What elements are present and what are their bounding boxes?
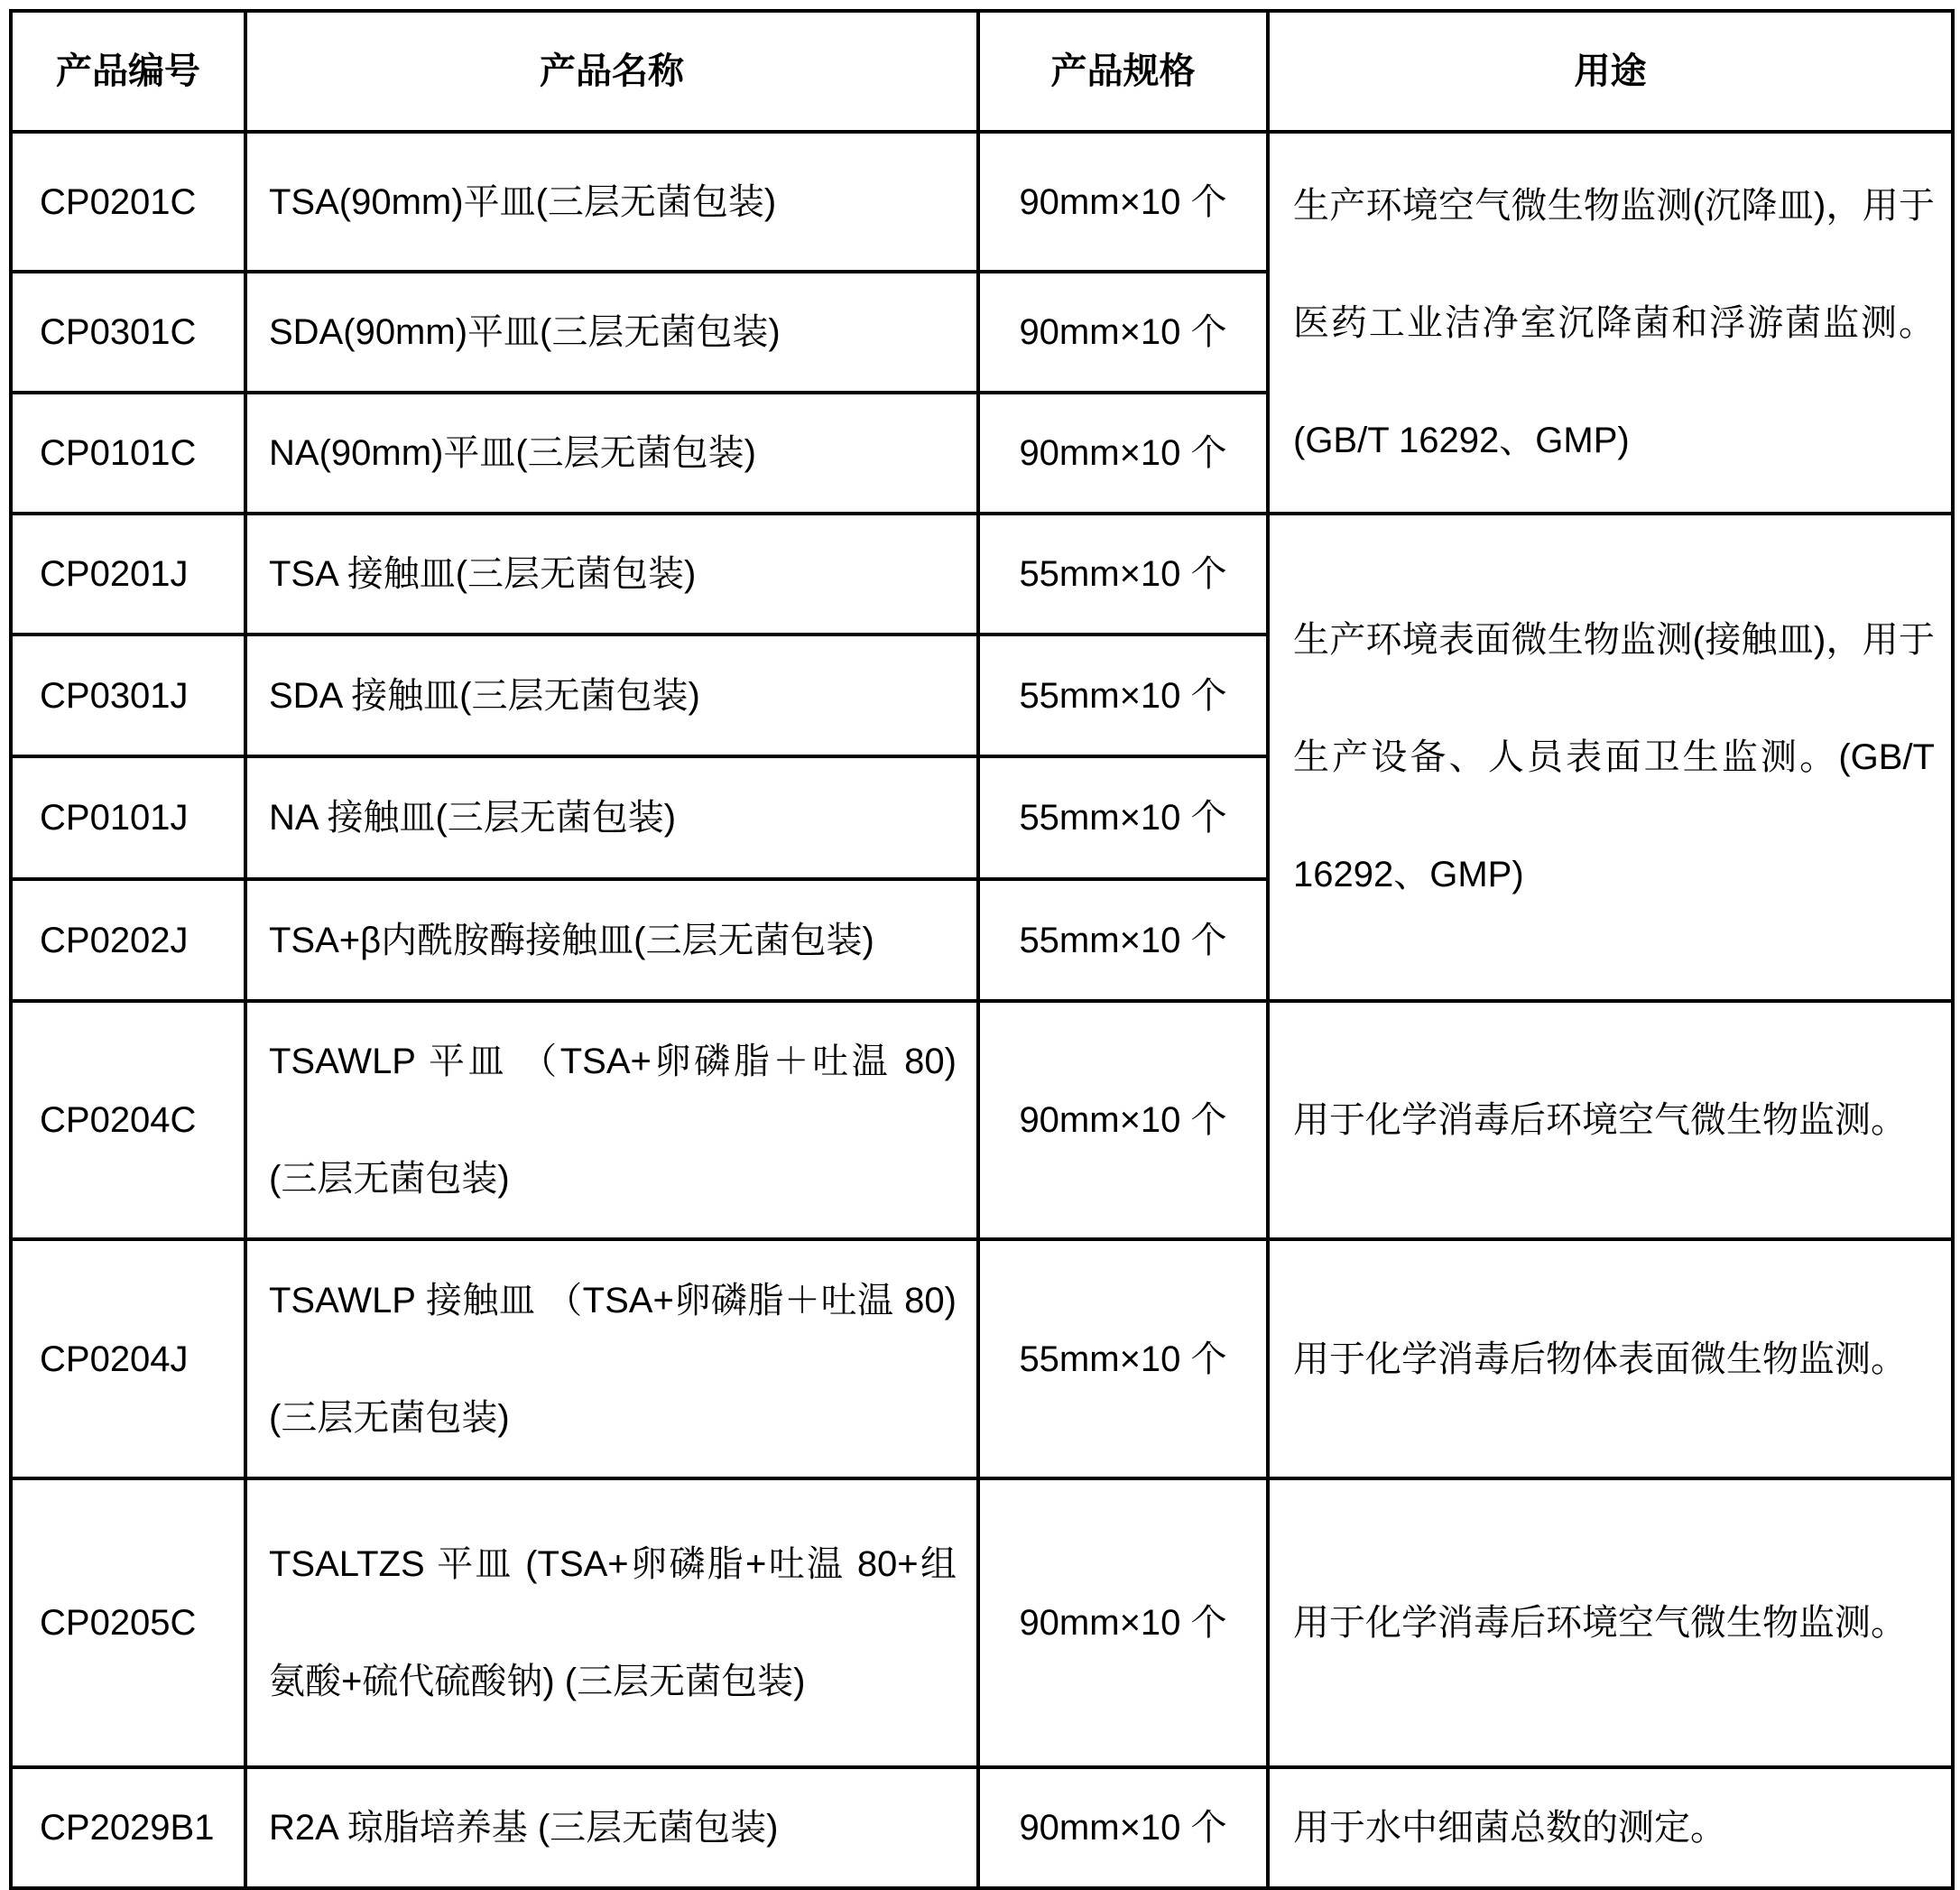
header-product-name: 产品名称	[245, 11, 978, 132]
product-spec-cell: 55mm×10 个	[978, 1239, 1268, 1478]
product-spec-cell: 55mm×10 个	[978, 879, 1268, 1001]
product-spec-cell: 55mm×10 个	[978, 756, 1268, 879]
header-usage: 用途	[1268, 11, 1953, 132]
product-name-cell: TSALTZS 平皿 (TSA+卵磷脂+吐温 80+组氨酸+硫代硫酸钠) (三层无菌包装)	[245, 1478, 978, 1767]
table-row	[11, 1478, 1953, 1767]
product-name-cell: TSAWLP 接触皿 （TSA+卵磷脂＋吐温 80) (三层无菌包装)	[245, 1239, 978, 1478]
header-row	[11, 11, 1953, 132]
product-spec-cell: 90mm×10 个	[978, 272, 1268, 393]
product-code-cell: CP2029B1	[11, 1767, 245, 1888]
product-code-cell: CP0101C	[11, 393, 245, 514]
product-code-cell: CP0204C	[11, 1001, 245, 1239]
table-row	[11, 1001, 1953, 1239]
usage-group-cell: 生产环境表面微生物监测(接触皿)，用于生产设备、人员表面卫生监测。(GB/T 16292、GMP)	[1268, 514, 1953, 1001]
table-row	[11, 1239, 1953, 1478]
product-spec-cell: 90mm×10 个	[978, 1767, 1268, 1888]
product-code-cell: CP0301C	[11, 272, 245, 393]
product-spec-cell: 90mm×10 个	[978, 393, 1268, 514]
usage-cell: 用于化学消毒后环境空气微生物监测。	[1268, 1001, 1953, 1239]
product-name-cell: TSA 接触皿(三层无菌包装)	[245, 514, 978, 635]
product-name-cell: TSA+β内酰胺酶接触皿(三层无菌包装)	[245, 879, 978, 1001]
header-product-code: 产品编号	[11, 11, 245, 132]
product-name-cell: SDA 接触皿(三层无菌包装)	[245, 635, 978, 756]
product-spec-cell: 55mm×10 个	[978, 635, 1268, 756]
product-code-cell: CP0202J	[11, 879, 245, 1001]
product-name-cell: NA(90mm)平皿(三层无菌包装)	[245, 393, 978, 514]
product-catalog-table	[9, 9, 1955, 1890]
product-spec-cell: 55mm×10 个	[978, 514, 1268, 635]
table-row	[11, 132, 1953, 272]
product-spec-cell: 90mm×10 个	[978, 1001, 1268, 1239]
product-code-cell: CP0205C	[11, 1478, 245, 1767]
product-name-cell: R2A 琼脂培养基 (三层无菌包装)	[245, 1767, 978, 1888]
product-name-cell: NA 接触皿(三层无菌包装)	[245, 756, 978, 879]
product-name-cell: TSAWLP 平皿 （TSA+卵磷脂＋吐温 80)(三层无菌包装)	[245, 1001, 978, 1239]
table-row	[11, 514, 1953, 635]
product-code-cell: CP0101J	[11, 756, 245, 879]
product-code-cell: CP0204J	[11, 1239, 245, 1478]
product-name-cell: TSA(90mm)平皿(三层无菌包装)	[245, 132, 978, 272]
product-spec-cell: 90mm×10 个	[978, 132, 1268, 272]
product-code-cell: CP0301J	[11, 635, 245, 756]
product-code-cell: CP0201J	[11, 514, 245, 635]
usage-cell: 用于化学消毒后环境空气微生物监测。	[1268, 1478, 1953, 1767]
product-name-cell: SDA(90mm)平皿(三层无菌包装)	[245, 272, 978, 393]
product-code-cell: CP0201C	[11, 132, 245, 272]
product-spec-cell: 90mm×10 个	[978, 1478, 1268, 1767]
header-product-spec: 产品规格	[978, 11, 1268, 132]
usage-cell: 用于化学消毒后物体表面微生物监测。	[1268, 1239, 1953, 1478]
usage-cell: 用于水中细菌总数的测定。	[1268, 1767, 1953, 1888]
usage-group-cell: 生产环境空气微生物监测(沉降皿)，用于医药工业洁净室沉降菌和浮游菌监测。(GB/T 16292、GMP)	[1268, 132, 1953, 514]
